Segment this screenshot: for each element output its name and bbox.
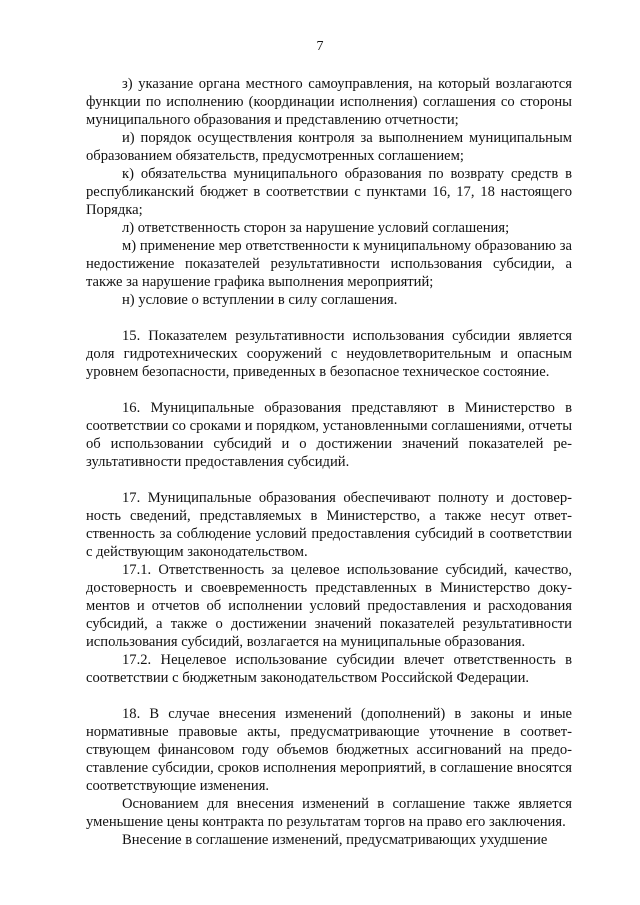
paragraph-18-basis: Основанием для внесения изменений в соглашение также является уменьшение цены контракта по результатам торгов на право его заключения.: [86, 796, 572, 830]
paragraph-item-n: н) условие о вступлении в силу соглашения.: [122, 292, 398, 308]
paragraph-18-amendment: Внесение в соглашение изменений, предусматривающих ухудшение: [122, 832, 548, 848]
paragraph-17-2: 17.2. Нецелевое использование субсидии влечет ответственность в соответствии с бюджетным законодательством Российской Федерации.: [86, 652, 572, 686]
paragraph-17-1: 17.1. Ответственность за целевое использование субсидий, качество, достоверность и своевременность представленных в Министерство документов и отчетов об исполнении условий предоставления и расходования субсидий, а также о достижении значений показателей результативности использования субсидий, возлагается на муниципальные образования.: [86, 562, 572, 650]
paragraph-17: 17. Муниципальные образования обеспечивают полноту и достоверность сведений, представляемых в Министерство, а также несут ответственность за соблюдение условий предоставления субсидий в соответствии с действующим законодательством.: [86, 490, 572, 560]
page-number: 7: [316, 39, 324, 54]
paragraph-item-l: л) ответственность сторон за нарушение условий соглашения;: [122, 220, 510, 236]
paragraph-item-m: м) применение мер ответственности к муниципальному образованию за недостижение показателей результативности использования субсидии, а также за нарушение графика выполнения мероприятий;: [86, 238, 572, 290]
paragraph-16: 16. Муниципальные образования представляют в Министерство в соответствии со сроками и порядком, установленными соглашениями, отчеты об использовании субсидий и о достижении значений показателей результативности предоставления субсидий.: [86, 400, 572, 470]
paragraph-item-k: к) обязательства муниципального образования по возврату средств в республиканский бюджет в соответствии с пунктами 16, 17, 18 настоящего Порядка;: [86, 166, 572, 218]
paragraph-18: 18. В случае внесения изменений (дополнений) в законы и иные нормативные правовые акты, предусматривающие уточнение в соответствующем финансовом году объемов бюджетных ассигнований на предоставление субсидии, сроков исполнения мероприятий, в соглашение вносятся соответствующие изменения.: [86, 706, 572, 794]
paragraph-item-z: з) указание органа местного самоуправления, на который возлагаются функции по исполнению (координации исполнения) соглашения со стороны муниципального образования и представлению отчетности;: [86, 76, 572, 128]
paragraph-15: 15. Показателем результативности использования субсидии является доля гидротехнических сооружений с неудовлетворительным и опасным уровнем безопасности, приведенных в безопасное техническое состояние.: [86, 328, 572, 380]
document-body: [86, 75, 572, 849]
paragraph-item-i: и) порядок осуществления контроля за выполнением муниципальным образованием обязательств, предусмотренных соглашением;: [86, 130, 572, 164]
